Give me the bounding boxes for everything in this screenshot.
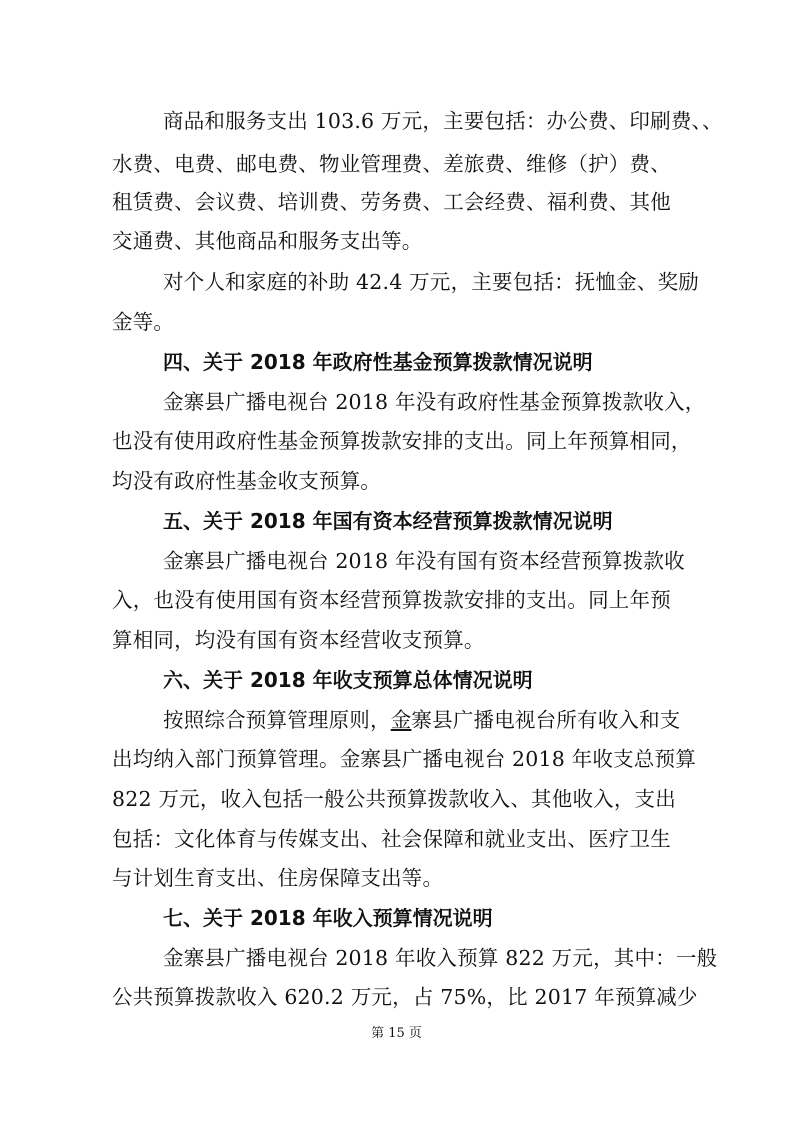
section-heading-4: 四、关于 2018 年政府性基金预算拨款情况说明	[163, 350, 593, 374]
paragraph-line: 与计划生育支出、住房保障支出等。	[112, 866, 444, 890]
paragraph-line: 公共预算拨款收入 620.2 万元，占 75%，比 2017 年预算减少	[112, 985, 698, 1009]
paragraph-line: 包括：文化体育与传媒支出、社会保障和就业支出、医疗卫生	[112, 827, 671, 851]
paragraph-line: 也没有使用政府性基金预算拨款安排的支出。同上年预算相同，	[112, 429, 692, 453]
text-span: 按照综合预算管理原则，	[163, 708, 391, 732]
paragraph-line: 对个人和家庭的补助 42.4 万元，主要包括：抚恤金、奖励	[163, 270, 699, 294]
paragraph-line: 均没有政府性基金收支预算。	[112, 469, 382, 493]
text-span: 寨县广播电视台所有收入和支	[411, 708, 681, 732]
underlined-text: 金	[390, 708, 412, 732]
paragraph-line: 822 万元，收入包括一般公共预算拨款收入、其他收入，支出	[112, 787, 676, 811]
paragraph-line: 算相同，均没有国有资本经营收支预算。	[112, 628, 485, 652]
paragraph-line: 金寨县广播电视台 2018 年没有政府性基金预算拨款收入，	[163, 390, 706, 414]
paragraph-line: 租赁费、会议费、培训费、劳务费、工会经费、福利费、其他	[112, 190, 671, 214]
paragraph-line: 入，也没有使用国有资本经营预算拨款安排的支出。同上年预	[112, 588, 671, 612]
section-heading-6: 六、关于 2018 年收支预算总体情况说明	[163, 668, 533, 692]
paragraph-line: 水费、电费、邮电费、物业管理费、差旅费、维修（护）费、	[112, 152, 671, 176]
paragraph-line	[163, 706, 681, 734]
section-heading-7: 七、关于 2018 年收入预算情况说明	[163, 906, 493, 930]
paragraph-line: 商品和服务支出 103.6 万元，主要包括：办公费、印刷费、、	[163, 109, 723, 133]
paragraph-line: 出均纳入部门预算管理。金寨县广播电视台 2018 年收支总预算	[112, 747, 696, 771]
section-heading-5: 五、关于 2018 年国有资本经营预算拨款情况说明	[163, 509, 613, 533]
paragraph-line: 交通费、其他商品和服务支出等。	[112, 229, 423, 253]
paragraph-line: 金等。	[112, 310, 175, 334]
paragraph-line: 金寨县广播电视台 2018 年没有国有资本经营预算拨款收	[163, 549, 685, 573]
paragraph-line: 金寨县广播电视台 2018 年收入预算 822 万元，其中：一般	[163, 946, 718, 970]
page-number: 第 15 页	[371, 1026, 422, 1041]
